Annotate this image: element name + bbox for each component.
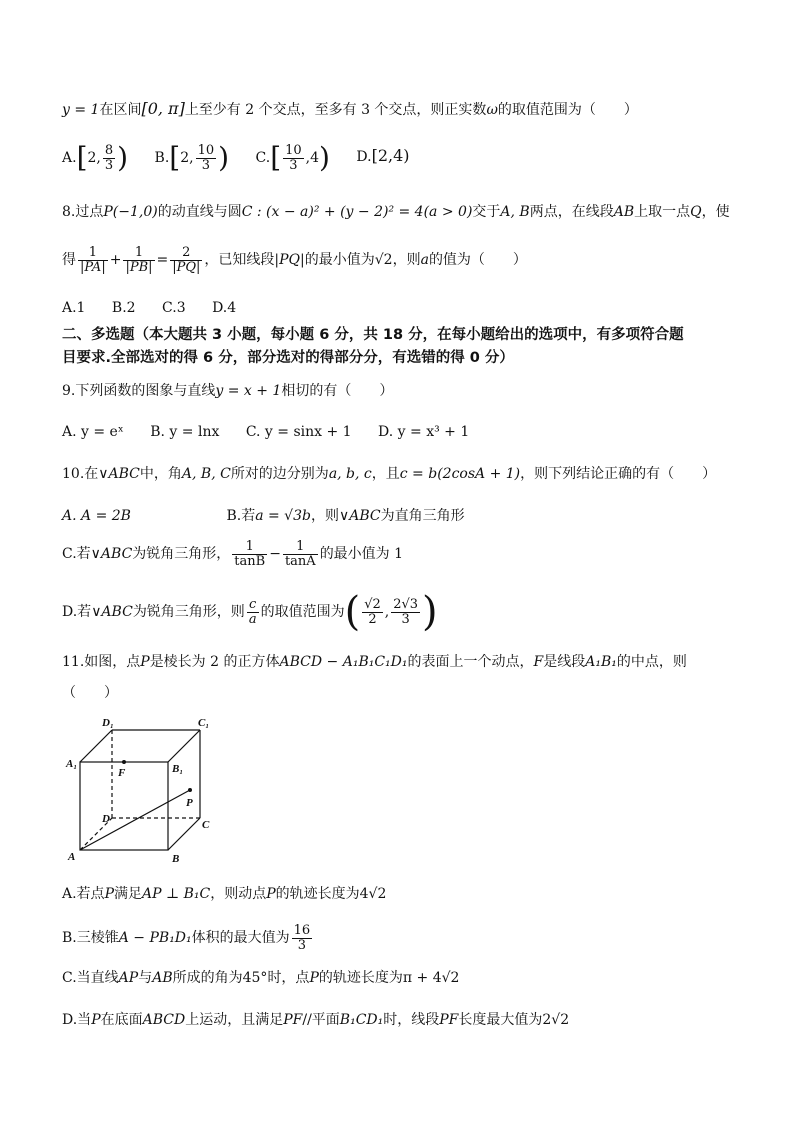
q11-option-d[interactable] xyxy=(62,1013,569,1027)
q8-stem-line2 xyxy=(62,246,527,274)
q8-text: 的值为（ ） xyxy=(428,252,527,269)
q8-text: 两点，在线段 xyxy=(529,204,614,220)
q10-options-ab xyxy=(62,509,465,523)
option-text: C.当直线 xyxy=(62,970,119,986)
q7-eq: y = 1 xyxy=(62,102,100,118)
denominator: 3 xyxy=(297,937,307,953)
option-text: 为锐角三角形， xyxy=(132,546,231,563)
fraction xyxy=(103,144,115,172)
option-label: D. xyxy=(356,149,372,166)
option-text: 平面 xyxy=(311,1012,340,1028)
denominator: 3 xyxy=(401,611,410,627)
cube-figure xyxy=(62,714,222,864)
q10-text: 10.在 xyxy=(62,466,99,482)
q11-segment: A₁B₁ xyxy=(585,654,617,670)
numerator: 1 xyxy=(78,246,108,261)
option-text: 所成的角为 xyxy=(172,970,243,986)
q10-sides: a, b, c xyxy=(328,466,372,482)
q11-option-c[interactable] xyxy=(62,971,459,985)
q7-interval: [0, π] xyxy=(141,99,185,118)
fraction xyxy=(196,144,217,172)
q9-text: 9.下列函数的图象与直线 xyxy=(62,383,216,399)
q7-option-d[interactable] xyxy=(356,148,409,164)
option-label: A. xyxy=(62,150,77,167)
option-text: C.若 xyxy=(62,546,91,563)
minus-sign: − xyxy=(269,546,281,563)
option-math: P xyxy=(266,886,276,902)
q9-text: 相切的有（ ） xyxy=(281,383,394,399)
bracket: ) xyxy=(218,141,230,175)
q9-option-b[interactable]: B. y = lnx xyxy=(150,424,220,440)
point-f xyxy=(122,760,126,764)
close-paren: ) xyxy=(422,589,438,635)
numerator: 10 xyxy=(285,143,302,158)
option-math: AP ⊥ B₁C xyxy=(141,886,211,902)
option-text: 长度最大值为 xyxy=(458,1012,543,1028)
point-p xyxy=(188,788,192,792)
option-text: ，则 xyxy=(310,508,339,524)
q11-answer-paren: （ ） xyxy=(62,685,118,701)
q10-option-a[interactable]: A. A = 2B xyxy=(62,508,131,524)
q7-text: 在区间 xyxy=(99,102,142,118)
denominator: 3 xyxy=(104,157,114,173)
option-text: 体积的最大值为 xyxy=(191,930,290,947)
q11-text: 的中点，则 xyxy=(616,654,687,670)
q8-text: ，已知线段 xyxy=(204,252,275,269)
q9-option-c[interactable]: C. y = sinx + 1 xyxy=(245,424,352,440)
q7-stem xyxy=(62,101,638,117)
label-c: C xyxy=(202,819,210,831)
q11-text: 是棱长为 2 的正方体 xyxy=(149,654,280,670)
q11-option-a[interactable] xyxy=(62,887,386,901)
option-text: 的取值范围为 xyxy=(260,604,345,620)
option-math: AP xyxy=(118,970,139,986)
option-label: C. xyxy=(255,150,271,167)
q9-option-a[interactable]: A. y = eˣ xyxy=(62,424,124,440)
option-math: 45° xyxy=(242,970,268,986)
numerator: 1 xyxy=(283,540,318,555)
bracket: ) xyxy=(319,141,330,175)
q8-option-a[interactable]: A.1 xyxy=(62,300,86,316)
q8-option-b[interactable]: B.2 xyxy=(111,300,136,316)
plus-sign: + xyxy=(109,252,122,269)
q10-text: 中，角 xyxy=(139,466,182,482)
option-label: B. xyxy=(154,150,170,167)
label-b1: B₁ xyxy=(172,763,184,775)
option-text: 时，线段 xyxy=(383,1012,440,1028)
option-math: AB xyxy=(152,970,173,986)
q8-text: 得 xyxy=(62,252,76,269)
denominator: |PB| xyxy=(125,259,153,275)
q10-angles: A, B, C xyxy=(181,466,231,482)
q7-option-c[interactable] xyxy=(255,141,330,175)
equals-sign: = xyxy=(156,252,169,269)
q7-options xyxy=(62,141,432,175)
q10-text: ，且 xyxy=(371,466,400,482)
section2-heading-line1: 二、多选题（本大题共 3 小题，每小题 6 分，共 18 分，在每小题给出的选项中，有多项符合题 xyxy=(62,327,684,343)
q10-triangle: ∨ABC xyxy=(98,466,140,482)
label-c1: C₁ xyxy=(198,717,210,729)
bracket: [ xyxy=(270,141,282,175)
cube-diagram xyxy=(62,714,222,864)
q8-text: ，则 xyxy=(392,252,421,269)
fraction xyxy=(391,598,420,626)
fraction xyxy=(292,924,313,952)
section2-heading-line2: 目要求.全部选对的得 6 分，部分选对的得部分分，有选错的得 0 分） xyxy=(62,350,514,366)
option-text: 与 xyxy=(138,970,153,986)
segment-ap xyxy=(80,790,190,850)
numerator: 10 xyxy=(197,143,215,158)
q11-f: F xyxy=(533,654,544,670)
denominator: tanA xyxy=(284,553,316,569)
cube-edge xyxy=(168,730,200,762)
q9-options xyxy=(62,425,491,439)
numerator: 1 xyxy=(232,540,267,555)
label-d1: D₁ xyxy=(102,717,114,729)
option-text: D.若 xyxy=(62,604,92,620)
option-math: a = √3b xyxy=(255,508,311,524)
option-text: [2,4) xyxy=(371,146,410,166)
q8-points: A, B xyxy=(500,204,530,220)
bracket: [ xyxy=(169,141,181,175)
numerator: 2√3 xyxy=(393,596,419,612)
parallel-symbol: // xyxy=(302,1012,312,1028)
option-value: 4√2 xyxy=(359,886,387,902)
q11-stem xyxy=(62,655,687,669)
option-value: π + 4√2 xyxy=(402,970,460,986)
option-math: ABCD xyxy=(142,1012,186,1028)
q8-text: 8.过点 xyxy=(62,204,104,220)
label-a1: A₁ xyxy=(66,758,78,770)
option-text: 满足 xyxy=(113,886,142,902)
q8-option-d[interactable]: D.4 xyxy=(212,300,237,316)
q8-text: 交于 xyxy=(472,204,501,220)
q11-p: P xyxy=(140,654,150,670)
q10-option-d[interactable] xyxy=(62,589,438,635)
q10-text: 所对的边分别为 xyxy=(230,466,329,482)
q10-option-c[interactable] xyxy=(62,540,403,568)
label-a: A xyxy=(68,851,76,863)
label-d: D xyxy=(102,813,110,825)
option-math: ∨ABC xyxy=(338,508,381,524)
label-p: P xyxy=(186,797,193,809)
denominator: 3 xyxy=(289,157,298,173)
option-math: B₁CD₁ xyxy=(339,1012,384,1028)
numerator: c xyxy=(247,598,259,613)
denominator: 3 xyxy=(201,157,210,173)
q11-text: 11.如图，点 xyxy=(62,654,141,670)
option-text: ，则动点 xyxy=(210,886,267,902)
bracket: ) xyxy=(117,141,129,175)
numerator: 8 xyxy=(104,143,114,158)
q7-option-a[interactable] xyxy=(62,141,129,175)
option-text: 的轨迹长度为 xyxy=(318,970,403,986)
option-text: ,4 xyxy=(305,150,320,167)
q8-option-c[interactable]: C.3 xyxy=(162,300,186,316)
numerator: 16 xyxy=(293,923,311,938)
fraction xyxy=(123,246,154,274)
numerator: 1 xyxy=(123,246,154,261)
q8-text: ，使 xyxy=(701,204,730,220)
cube-edge xyxy=(168,818,200,850)
q8-segment: AB xyxy=(613,204,635,220)
q8-a: a xyxy=(420,252,429,269)
option-math: PF xyxy=(283,1012,303,1028)
option-math: A − PB₁D₁ xyxy=(118,930,192,947)
q8-point: P(−1,0) xyxy=(103,204,158,220)
q10-equation: c = b(2cosA + 1) xyxy=(399,466,521,482)
q8-circle-eq: C : (x − a)² + (y − 2)² = 4(a > 0) xyxy=(241,204,473,220)
q10-option-b[interactable] xyxy=(226,508,464,524)
option-math: P xyxy=(309,970,319,986)
option-math: P xyxy=(91,1012,101,1028)
option-text: 为锐角三角形，则 xyxy=(132,604,245,620)
denominator: |PQ| xyxy=(172,259,201,275)
fraction xyxy=(232,540,267,568)
q11-option-b[interactable] xyxy=(62,924,314,952)
open-paren: ( xyxy=(344,589,361,635)
option-text: 上运动，且满足 xyxy=(185,1012,284,1028)
option-text: A.若点 xyxy=(62,886,105,902)
option-text: 的最小值为 1 xyxy=(319,546,404,563)
option-text: 2, xyxy=(180,150,194,167)
q8-text: 的动直线与圆 xyxy=(157,204,242,220)
numerator: √2 xyxy=(364,596,381,612)
q7-option-b[interactable] xyxy=(154,141,230,175)
q8-text: 上取一点 xyxy=(634,204,691,220)
denominator: tanB xyxy=(234,553,266,569)
q7-text: 上至少有 2 个交点，至多有 3 个交点，则正实数 xyxy=(184,102,487,118)
q10-text: ，则下列结论正确的有（ ） xyxy=(520,466,717,482)
option-math: P xyxy=(104,886,114,902)
q8-pq: |PQ| xyxy=(274,252,305,269)
label-b: B xyxy=(172,853,180,864)
q10-stem xyxy=(62,467,716,481)
q11-text: 的表面上一个动点， xyxy=(407,654,534,670)
fraction xyxy=(283,144,304,172)
fraction xyxy=(78,246,108,274)
q9-line-eq: y = x + 1 xyxy=(215,383,282,399)
q9-option-d[interactable]: D. y = x³ + 1 xyxy=(378,424,470,440)
q11-cube: ABCD − A₁B₁C₁D₁ xyxy=(279,654,408,670)
q11-text: 是线段 xyxy=(543,654,586,670)
fraction xyxy=(170,246,202,274)
numerator: 2 xyxy=(170,246,202,261)
option-text: D.当 xyxy=(62,1012,92,1028)
q9-stem xyxy=(62,384,393,398)
fraction xyxy=(283,540,318,568)
option-text: B.若 xyxy=(226,508,256,524)
q8-q: Q xyxy=(690,204,702,220)
option-text: 在底面 xyxy=(100,1012,143,1028)
option-text: 的轨迹长度为 xyxy=(275,886,360,902)
option-text: 2, xyxy=(87,150,101,167)
denominator: |PA| xyxy=(80,259,106,275)
fraction xyxy=(247,598,259,626)
q7-text: 的取值范围为（ ） xyxy=(497,102,638,118)
option-math: ∨ABC xyxy=(90,546,133,563)
option-text: 为直角三角形 xyxy=(380,508,465,524)
q7-omega: ω xyxy=(486,102,498,118)
bracket: [ xyxy=(76,141,88,175)
q8-options xyxy=(62,301,258,315)
option-value: 2√2 xyxy=(542,1012,570,1028)
label-f: F xyxy=(118,767,126,779)
comma: , xyxy=(384,604,390,620)
option-math: PF xyxy=(439,1012,459,1028)
denominator: 2 xyxy=(368,611,377,627)
option-text: 时，点 xyxy=(267,970,310,986)
denominator: a xyxy=(248,611,257,627)
option-text: B.三棱锥 xyxy=(62,930,119,947)
option-math: ∨ABC xyxy=(91,604,133,620)
q8-stem-line1 xyxy=(62,205,730,219)
fraction xyxy=(362,598,383,626)
q8-min-value: √2 xyxy=(374,252,393,269)
q8-text: 的最小值为 xyxy=(304,252,375,269)
cube-edge xyxy=(80,730,112,762)
